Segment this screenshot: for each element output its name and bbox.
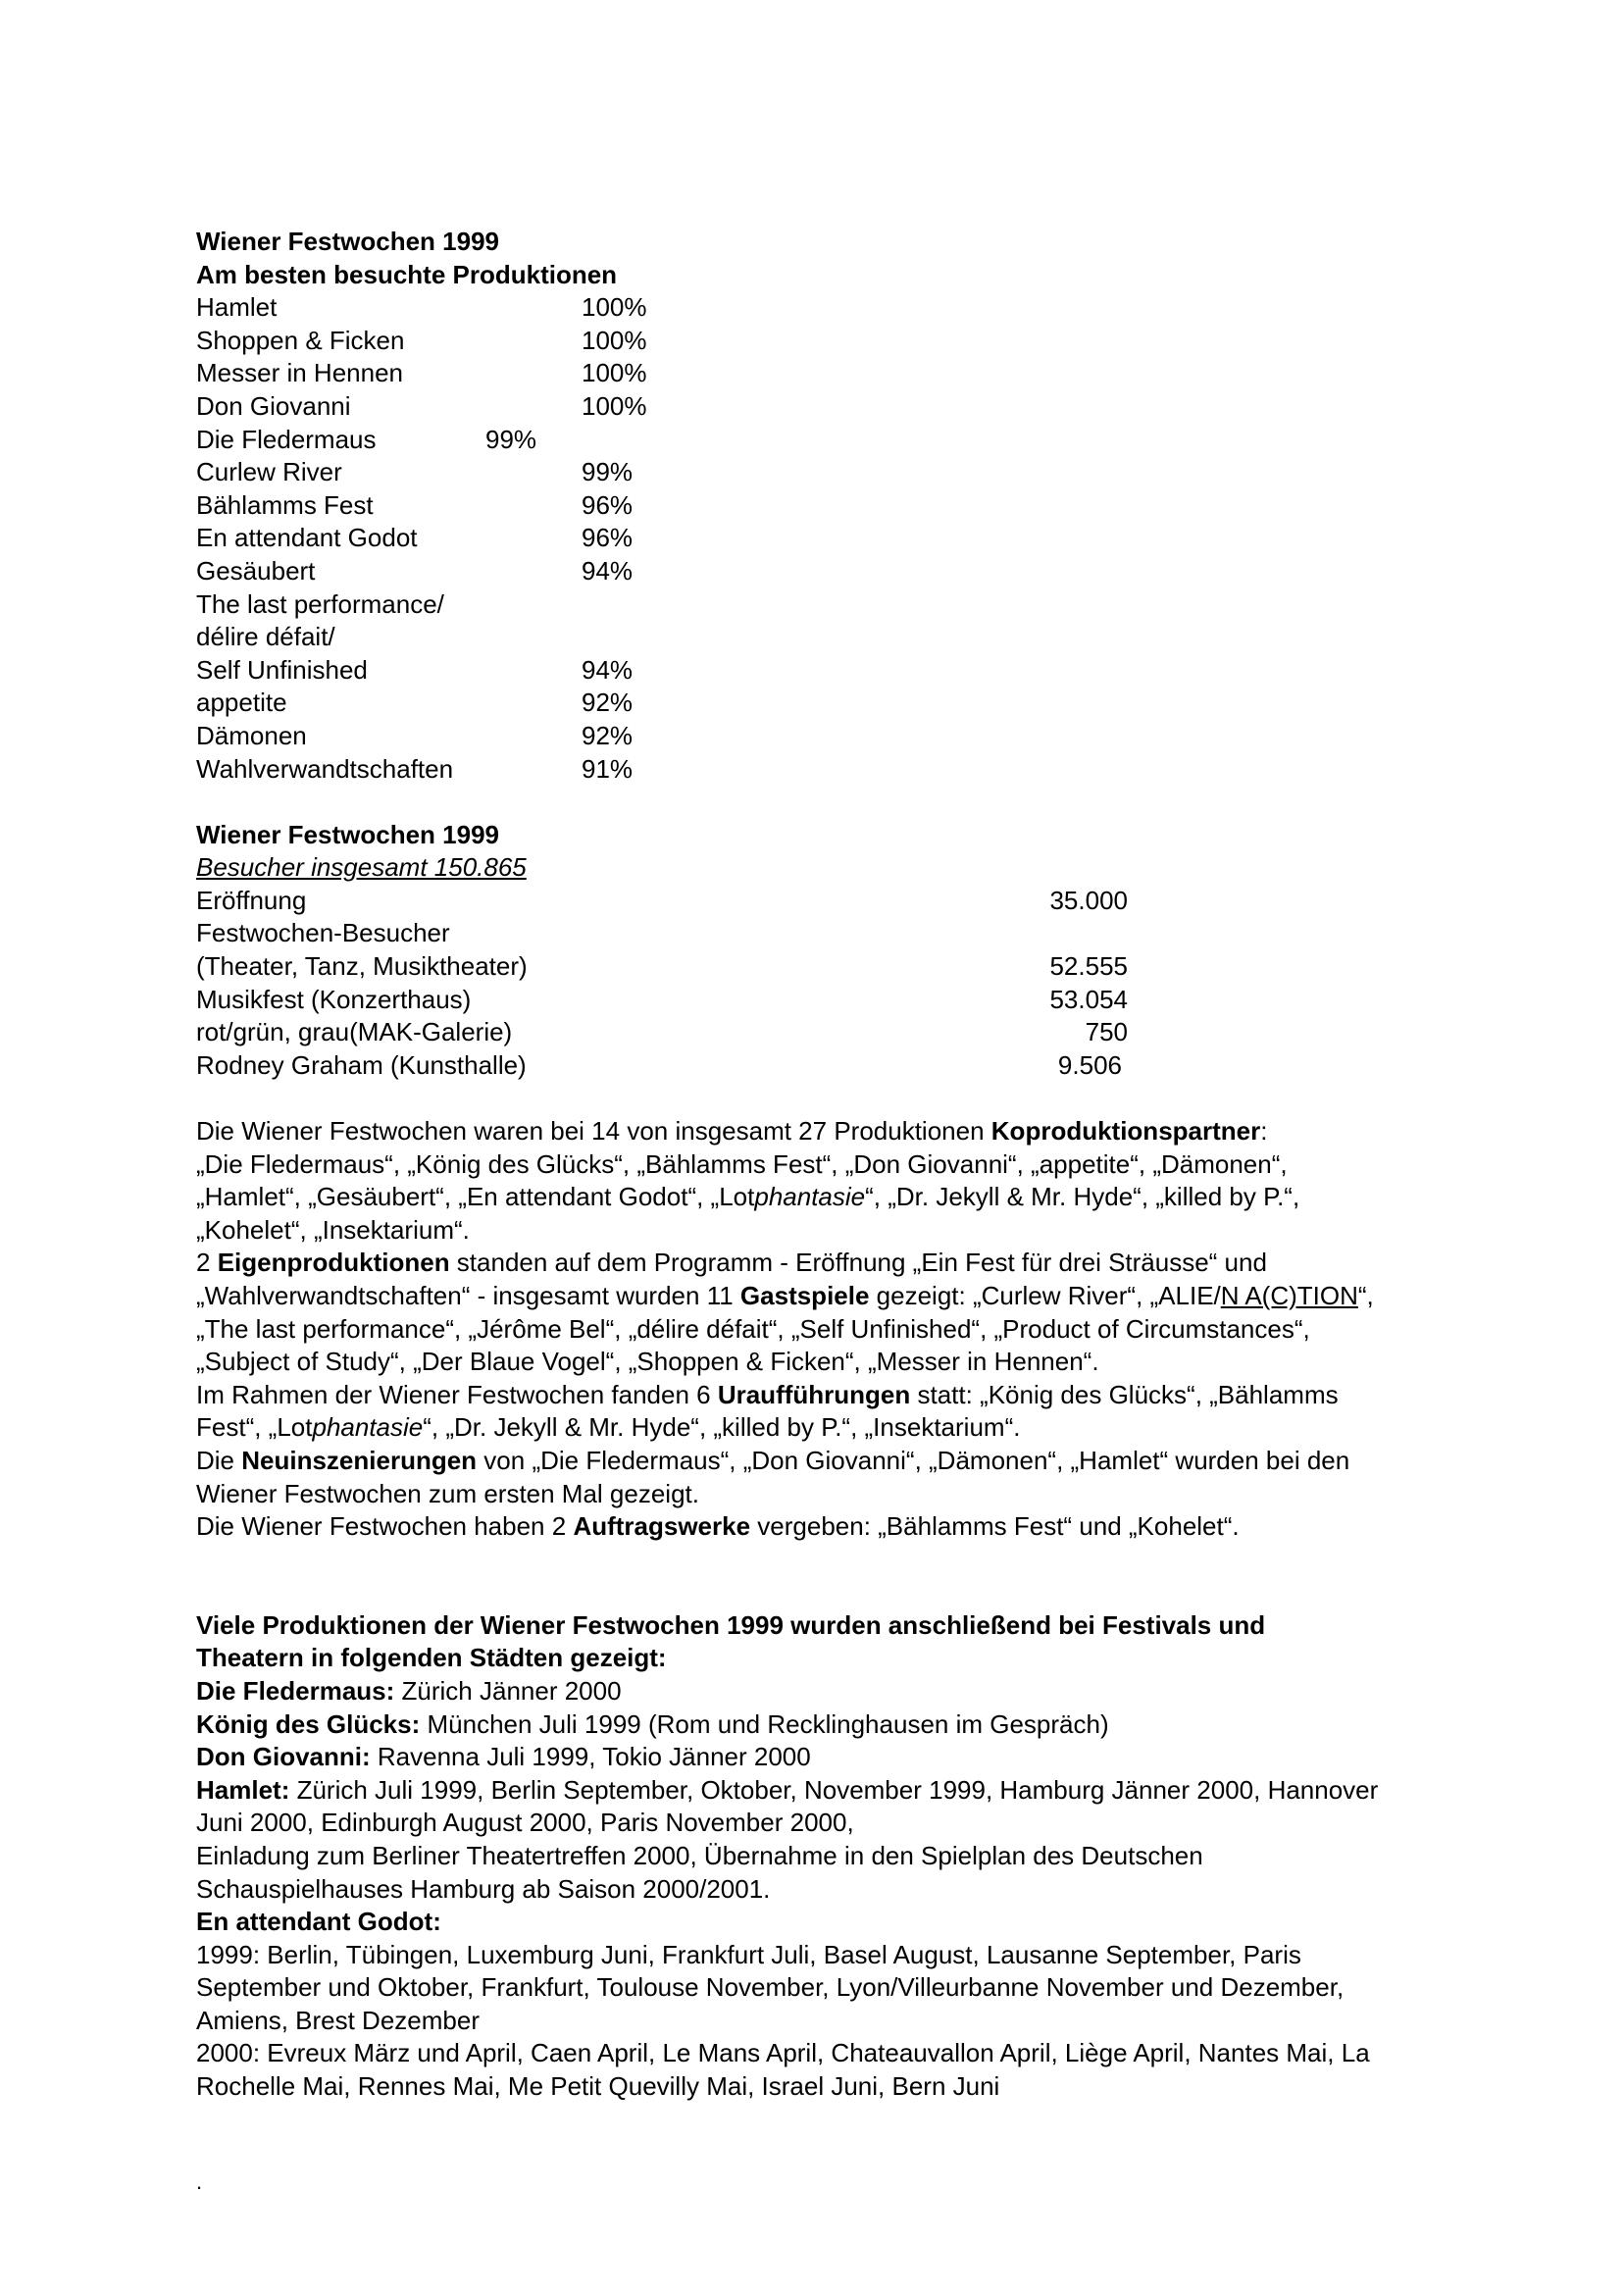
section1-title: Wiener Festwochen 1999 xyxy=(196,227,499,256)
row-value: 91% xyxy=(582,753,634,784)
tour-entry-hamlet xyxy=(196,1774,1451,1808)
row-name: Eröffnung xyxy=(196,885,307,915)
table-row xyxy=(196,687,1451,720)
row-value: 100% xyxy=(582,292,647,323)
section2-title: Wiener Festwochen 1999 xyxy=(196,819,499,849)
tour-entry-giovanni xyxy=(196,1741,1451,1774)
entry-label: Hamlet: xyxy=(196,1774,290,1805)
section-productions-summary xyxy=(196,1115,1451,1544)
row-name: rot/grün, grau(MAK-Galerie) xyxy=(196,1017,513,1047)
underlined-term: N A(C)TION xyxy=(1220,1281,1358,1310)
text: von „Die Fledermaus“, „Don Giovanni“, „Dämonen“, „Hamlet“ wurden bei den xyxy=(477,1445,1350,1475)
table-row xyxy=(196,390,1451,424)
text: standen auf dem Programm - Eröffnung „Ein Fest für drei Sträusse“ und xyxy=(449,1248,1267,1278)
italic-term: phantasie xyxy=(312,1412,424,1443)
row-name: Wahlverwandtschaften xyxy=(196,753,454,784)
table-row xyxy=(196,456,1451,489)
table-row xyxy=(196,720,1451,753)
paragraph-neuinszenierungen xyxy=(196,1445,1451,1478)
row-value: 96% xyxy=(582,523,634,553)
document-page xyxy=(196,226,1451,2104)
table-row xyxy=(196,489,1451,523)
text: “, xyxy=(1357,1281,1374,1310)
text-line xyxy=(196,1411,1451,1445)
row-value: 94% xyxy=(582,654,634,685)
row-name: Dämonen xyxy=(196,720,307,750)
row-name: Bählamms Fest xyxy=(196,489,374,520)
table-row xyxy=(196,424,1451,457)
text-line: „Kohelet“, „Insektarium“. xyxy=(196,1214,470,1245)
row-name: Self Unfinished xyxy=(196,654,368,685)
table-row xyxy=(196,555,1451,588)
row-value: 52.555 xyxy=(1049,951,1128,982)
bold-term: Eigenproduktionen xyxy=(217,1248,450,1278)
row-value: 99% xyxy=(485,424,537,454)
row-value: 92% xyxy=(582,688,634,718)
table-row xyxy=(196,1049,1451,1083)
table-row xyxy=(196,357,1451,390)
footer-mark: . xyxy=(196,2169,203,2194)
bold-term: Neuinszenierungen xyxy=(241,1445,478,1475)
text-line: 1999: Berlin, Tübingen, Luxemburg Juni, Frankfurt Juli, Basel August, Lausanne September, Paris xyxy=(196,1939,1301,1969)
bold-term: Gastspiele xyxy=(739,1281,870,1310)
bold-term: Auftragswerke xyxy=(573,1511,751,1542)
table-row xyxy=(196,950,1451,984)
text-line: „Subject of Study“, „Der Blaue Vogel“, „Shoppen & Ficken“, „Messer in Hennen“. xyxy=(196,1347,1099,1377)
text-line xyxy=(196,1280,1451,1313)
text-line: Rochelle Mai, Rennes Mai, Me Petit Quevilly Mai, Israel Juni, Bern Juni xyxy=(196,2071,1000,2102)
row-value: 100% xyxy=(582,325,647,355)
bold-term: Uraufführungen xyxy=(717,1379,911,1409)
table-row xyxy=(196,753,1451,787)
table-row xyxy=(196,522,1451,555)
entry-label: Die Fledermaus: xyxy=(196,1675,395,1706)
tour-entry-fledermaus xyxy=(196,1675,1451,1708)
text: : xyxy=(1260,1116,1268,1147)
text: gezeigt: „Curlew River“, „ALIE/ xyxy=(869,1281,1221,1310)
text-line: Juni 2000, Edinburgh August 2000, Paris November 2000, xyxy=(196,1808,854,1838)
section4-heading: Viele Produktionen der Wiener Festwochen 1999 wurden anschließend bei Festivals und xyxy=(196,1609,1266,1640)
entry-label: Don Giovanni: xyxy=(196,1742,371,1772)
row-value: 53.054 xyxy=(1049,984,1128,1014)
paragraph-koproduktion xyxy=(196,1115,1451,1148)
text-line xyxy=(196,1181,1451,1214)
text-line: „The last performance“, „Jérôme Bel“, „délire défait“, „Self Unfinished“, „Product of Circumstances“, xyxy=(196,1313,1310,1344)
table-row xyxy=(196,621,1451,654)
text: “, „Dr. Jekyll & Mr. Hyde“, „killed by P.“, „Insektarium“. xyxy=(423,1412,1021,1443)
row-value: 94% xyxy=(582,555,634,586)
text: vergeben: „Bählamms Fest“ und „Kohelet“. xyxy=(750,1511,1240,1542)
table-row xyxy=(196,885,1451,918)
table-row xyxy=(196,984,1451,1017)
text: „Hamlet“, „Gesäubert“, „En attendant Godot“, „Lot xyxy=(196,1182,755,1212)
paragraph-eigenproduktion xyxy=(196,1247,1451,1280)
row-name: appetite xyxy=(196,688,287,718)
text: 2 xyxy=(196,1248,218,1278)
text: “, „Dr. Jekyll & Mr. Hyde“, „killed by P.“, xyxy=(865,1182,1300,1212)
row-name: délire défait/ xyxy=(196,622,335,652)
paragraph-urauffuehrungen xyxy=(196,1379,1451,1412)
row-value: 35.000 xyxy=(1049,885,1128,915)
tour-entry-koenig xyxy=(196,1708,1451,1742)
entry-text: Zürich Juli 1999, Berlin September, Oktober, November 1999, Hamburg Jänner 2000, Hannover xyxy=(289,1774,1379,1805)
section4-heading: Theatern in folgenden Städten gezeigt: xyxy=(196,1643,667,1673)
row-name: Gesäubert xyxy=(196,555,316,586)
text-line: Amiens, Brest Dezember xyxy=(196,2005,480,2035)
section1-subtitle: Am besten besuchte Produktionen xyxy=(196,259,618,289)
text-line: Schauspielhauses Hamburg ab Saison 2000/2001. xyxy=(196,1873,771,1904)
row-value: 100% xyxy=(582,390,647,421)
text-line: Wiener Festwochen zum ersten Mal gezeigt. xyxy=(196,1478,699,1508)
row-name: Shoppen & Ficken xyxy=(196,325,405,355)
row-name: Curlew River xyxy=(196,457,342,487)
row-value: 750 xyxy=(1085,1017,1128,1047)
text-line: Einladung zum Berliner Theatertreffen 2000, Übernahme in den Spielplan des Deutschen xyxy=(196,1840,1203,1870)
row-name: Don Giovanni xyxy=(196,390,351,421)
table-row xyxy=(196,917,1451,950)
table-row xyxy=(196,291,1451,325)
row-name: Rodney Graham (Kunsthalle) xyxy=(196,1049,527,1080)
row-name: Hamlet xyxy=(196,292,278,323)
text: Im Rahmen der Wiener Festwochen fanden 6 xyxy=(196,1379,718,1409)
row-name: Die Fledermaus xyxy=(196,424,377,454)
section-visitors xyxy=(196,819,1451,1083)
text: „Wahlverwandtschaften“ - insgesamt wurden 11 xyxy=(196,1281,740,1310)
text-line: 2000: Evreux März und April, Caen April, Le Mans April, Chateauvallon April, Liège April, Nantes Mai, La xyxy=(196,2038,1370,2068)
spacer xyxy=(196,786,1451,819)
entry-text: Zürich Jänner 2000 xyxy=(394,1675,622,1706)
text: Die xyxy=(196,1445,242,1475)
section-touring xyxy=(196,1609,1451,2104)
spacer xyxy=(196,1082,1451,1115)
section-best-attended xyxy=(196,226,1451,786)
row-name: The last performance/ xyxy=(196,588,444,619)
text-line: „Die Fledermaus“, „König des Glücks“, „Bählamms Fest“, „Don Giovanni“, „appetite“, „Dämonen“, xyxy=(196,1148,1288,1179)
text-line: September und Oktober, Frankfurt, Toulouse November, Lyon/Villeurbanne November und Dezember, xyxy=(196,1972,1345,2003)
table-row xyxy=(196,654,1451,688)
entry-text: Ravenna Juli 1999, Tokio Jänner 2000 xyxy=(370,1742,811,1772)
row-name: (Theater, Tanz, Musiktheater) xyxy=(196,951,528,982)
row-name: Musikfest (Konzerthaus) xyxy=(196,984,472,1014)
bold-term: Koproduktionspartner xyxy=(990,1116,1261,1147)
row-value: 99% xyxy=(582,457,634,487)
entry-text: München Juli 1999 (Rom und Recklinghausen im Gespräch) xyxy=(420,1708,1109,1739)
table-row xyxy=(196,588,1451,622)
row-value: 9.506 xyxy=(1057,1049,1122,1080)
text: statt: „König des Glücks“, „Bählamms xyxy=(910,1379,1339,1409)
spacer xyxy=(196,1544,1451,1609)
paragraph-auftragswerke xyxy=(196,1510,1451,1544)
text: Die Wiener Festwochen haben 2 xyxy=(196,1511,574,1542)
row-value: 96% xyxy=(582,489,634,520)
text: Fest“, „Lot xyxy=(196,1412,313,1443)
row-value: 92% xyxy=(582,720,634,750)
table-row xyxy=(196,1016,1451,1049)
row-name: En attendant Godot xyxy=(196,523,418,553)
row-name: Festwochen-Besucher xyxy=(196,918,450,948)
text: Die Wiener Festwochen waren bei 14 von insgesamt 27 Produktionen xyxy=(196,1116,991,1147)
row-name: Messer in Hennen xyxy=(196,358,403,388)
row-value: 100% xyxy=(582,358,647,388)
italic-term: phantasie xyxy=(754,1182,866,1212)
section2-total: Besucher insgesamt 150.865 xyxy=(196,852,527,883)
tour-entry-godot-label: En attendant Godot: xyxy=(196,1907,441,1937)
table-row xyxy=(196,325,1451,358)
entry-label: König des Glücks: xyxy=(196,1708,421,1739)
